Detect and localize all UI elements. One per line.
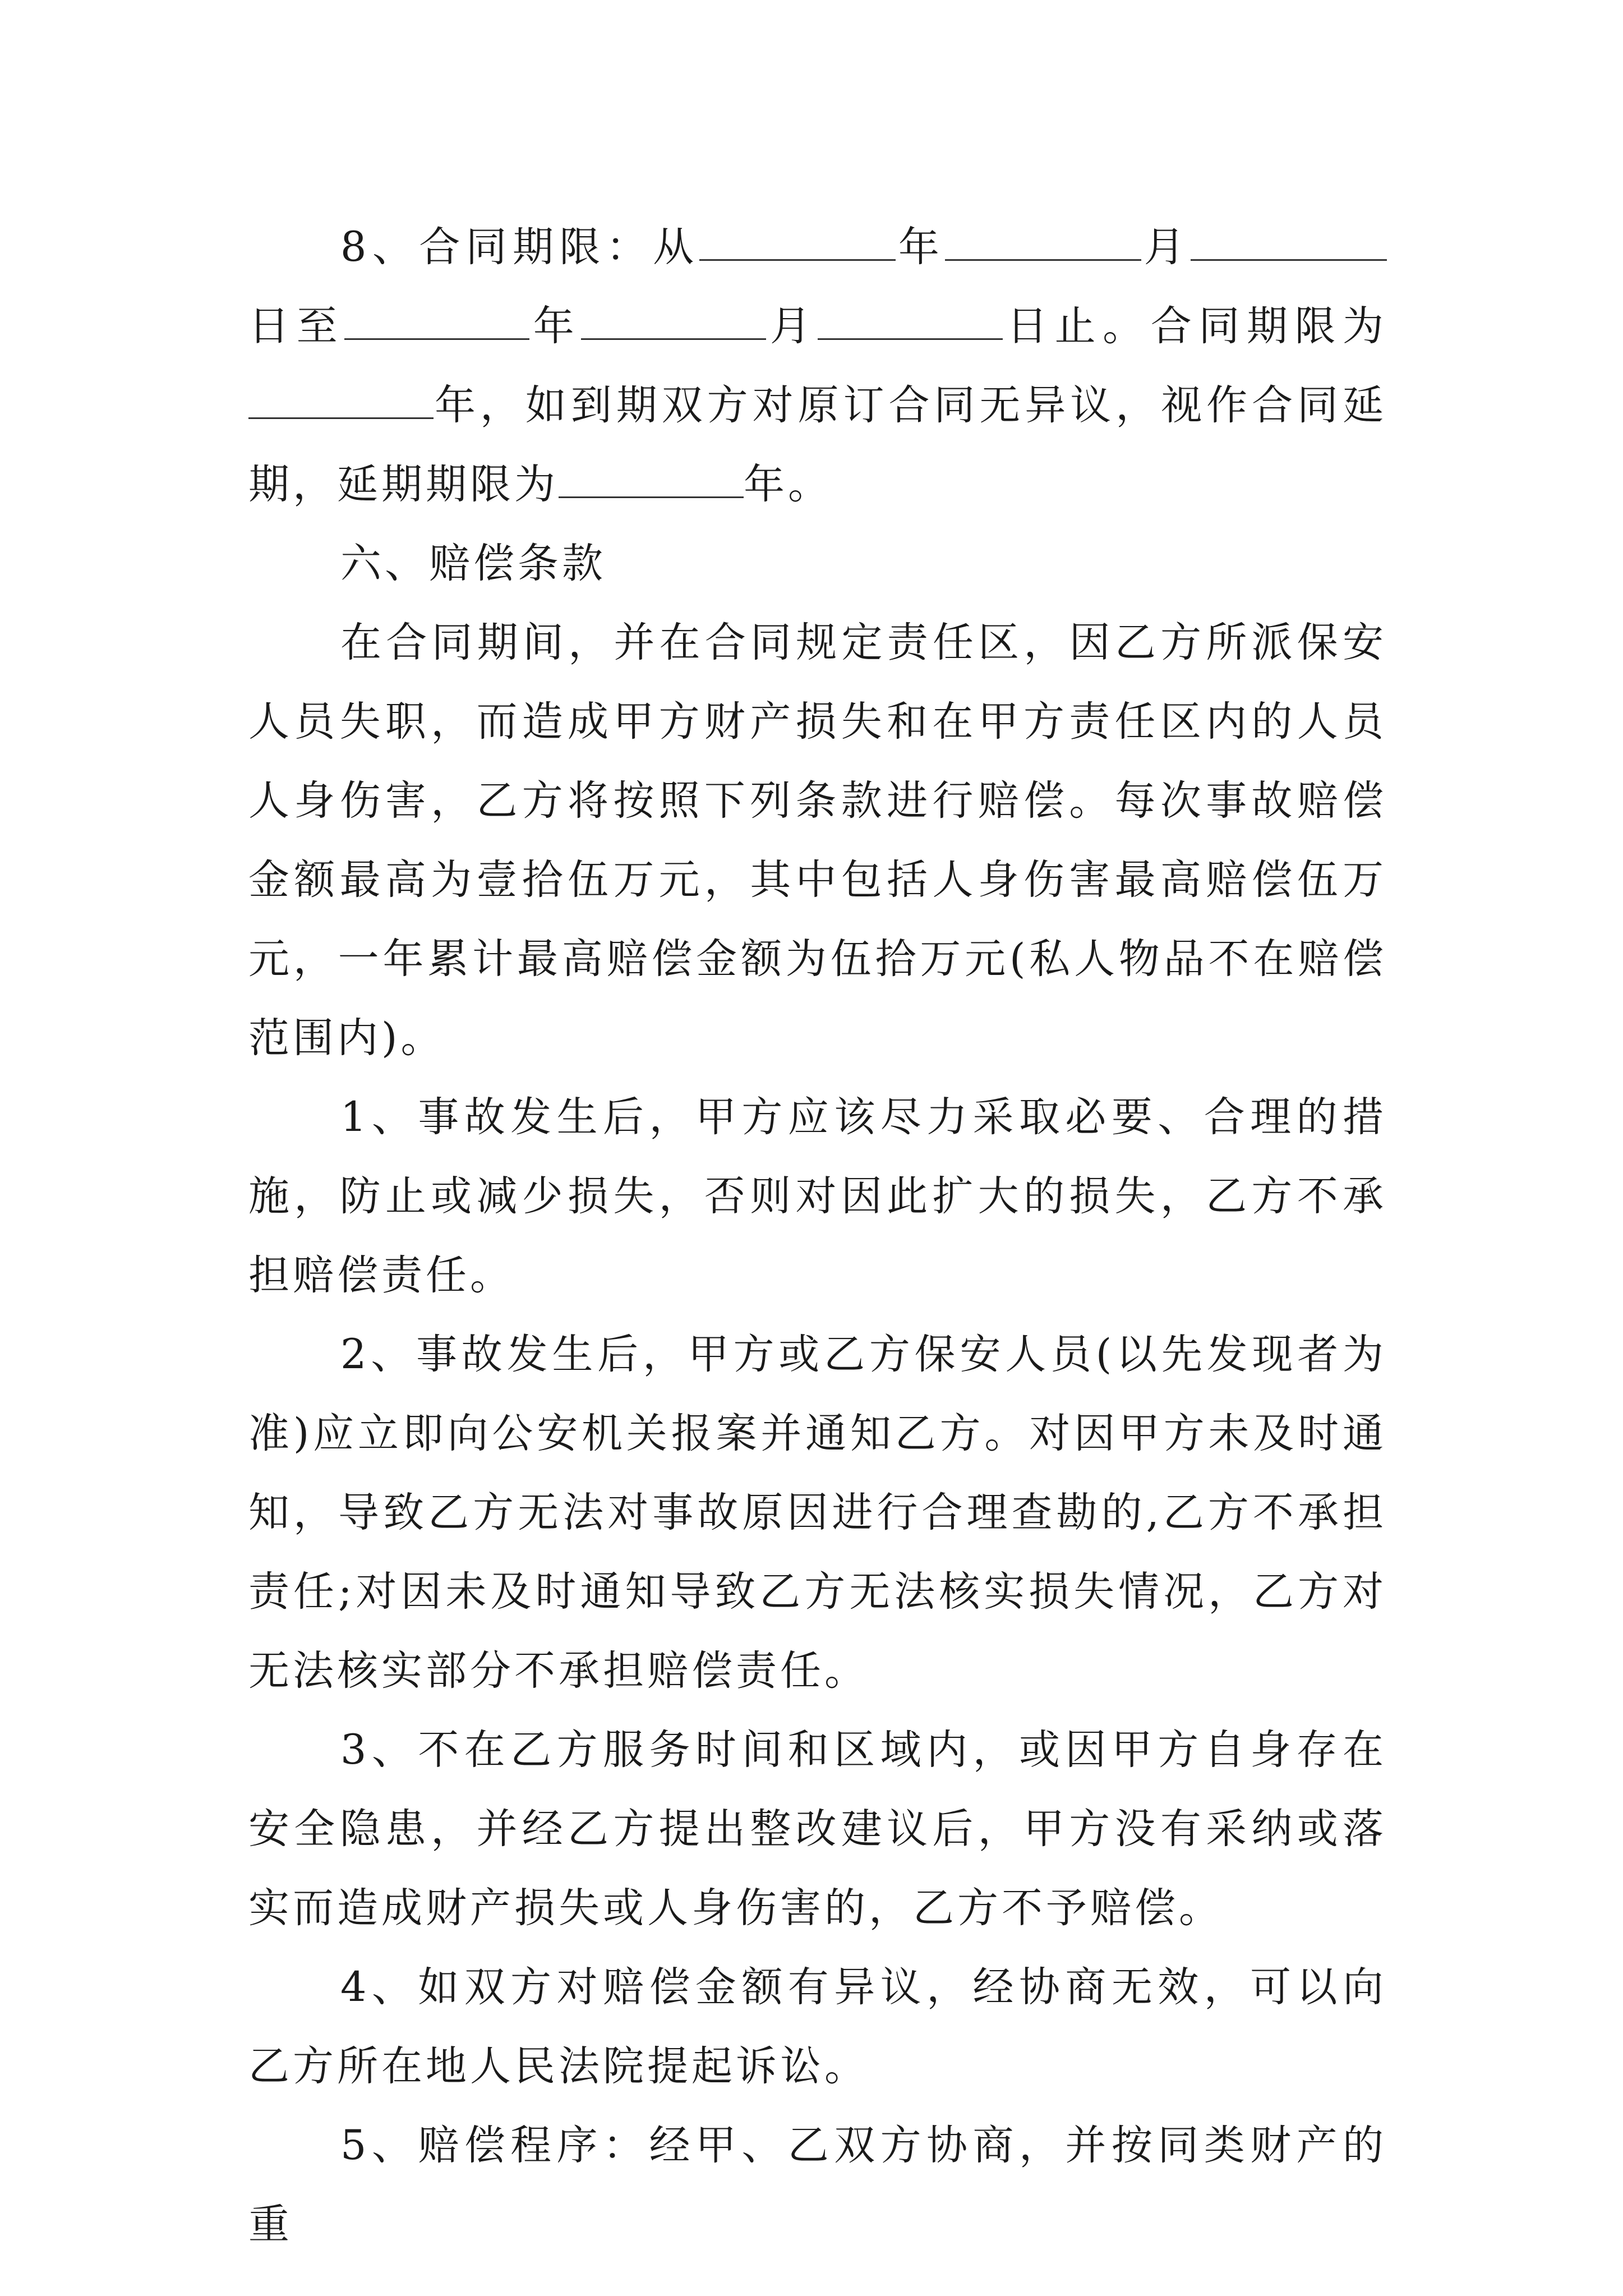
end-month-blank[interactable] <box>581 302 766 340</box>
start-day-blank[interactable] <box>1191 223 1387 261</box>
month-label: 月 <box>766 302 818 350</box>
renewal-years-blank[interactable] <box>559 461 744 498</box>
section-6-title: 六、赔偿条款 <box>340 540 606 587</box>
compensation-item-1: 1、事故发生后，甲方应该尽力采取必要、合理的措施，防止或减少损失，否则对因此扩大的损失，乙方不承担赔偿责任。 <box>248 1093 1387 1299</box>
renewal-text: 年，如到期双方对原订合同无异议，视作合同延期，延期期限为 <box>248 381 1387 508</box>
end-day-blank[interactable] <box>818 302 1003 340</box>
compensation-item-4: 4、如双方对赔偿金额有异议，经协商无效，可以向乙方所在地人民法院提起诉讼。 <box>248 1963 1387 2090</box>
year-end-label: 年。 <box>744 461 832 508</box>
document-page <box>248 208 1387 2264</box>
compensation-item-2: 2、事故发生后，甲方或乙方保安人员(以先发现者为准)应立即向公安机关报案并通知乙方。对因甲方未及时通知，导致乙方无法对事故原因进行合理查勘的,乙方不承担责任;对因未及时通知导致乙方无法核实损失情况，乙方对无法核实部分不承担赔偿责任。 <box>248 1331 1387 1695</box>
clause-8-contract-term <box>248 208 1387 524</box>
clause-8-prefix: 8、合同期限：从 <box>340 223 700 271</box>
start-year-blank[interactable] <box>699 223 896 261</box>
until-label: 日止。合同期限为 <box>1003 302 1387 350</box>
term-years-blank[interactable] <box>248 381 434 419</box>
compensation-item-5: 5、赔偿程序：经甲、乙双方协商，并按同类财产的重 <box>248 2122 1387 2248</box>
year-label: 年 <box>896 223 946 271</box>
compensation-item-3: 3、不在乙方服务时间和区域内，或因甲方自身存在安全隐患，并经乙方提出整改建议后，甲方没有采纳或落实而造成财产损失或人身伤害的，乙方不予赔偿。 <box>248 1726 1387 1932</box>
day-to-label: 日至 <box>248 302 345 350</box>
start-month-blank[interactable] <box>945 223 1141 261</box>
year-label: 年 <box>529 302 582 350</box>
section-6-intro: 在合同期间，并在合同规定责任区，因乙方所派保安人员失职，而造成甲方财产损失和在甲方责任区内的人员人身伤害，乙方将按照下列条款进行赔偿。每次事故赔偿金额最高为壹拾伍万元，其中包括人身伤害最高赔偿伍万元，一年累计最高赔偿金额为伍拾万元(私人物品不在赔偿范围内)。 <box>248 619 1387 1062</box>
end-year-blank[interactable] <box>344 302 529 340</box>
month-label: 月 <box>1141 223 1191 271</box>
